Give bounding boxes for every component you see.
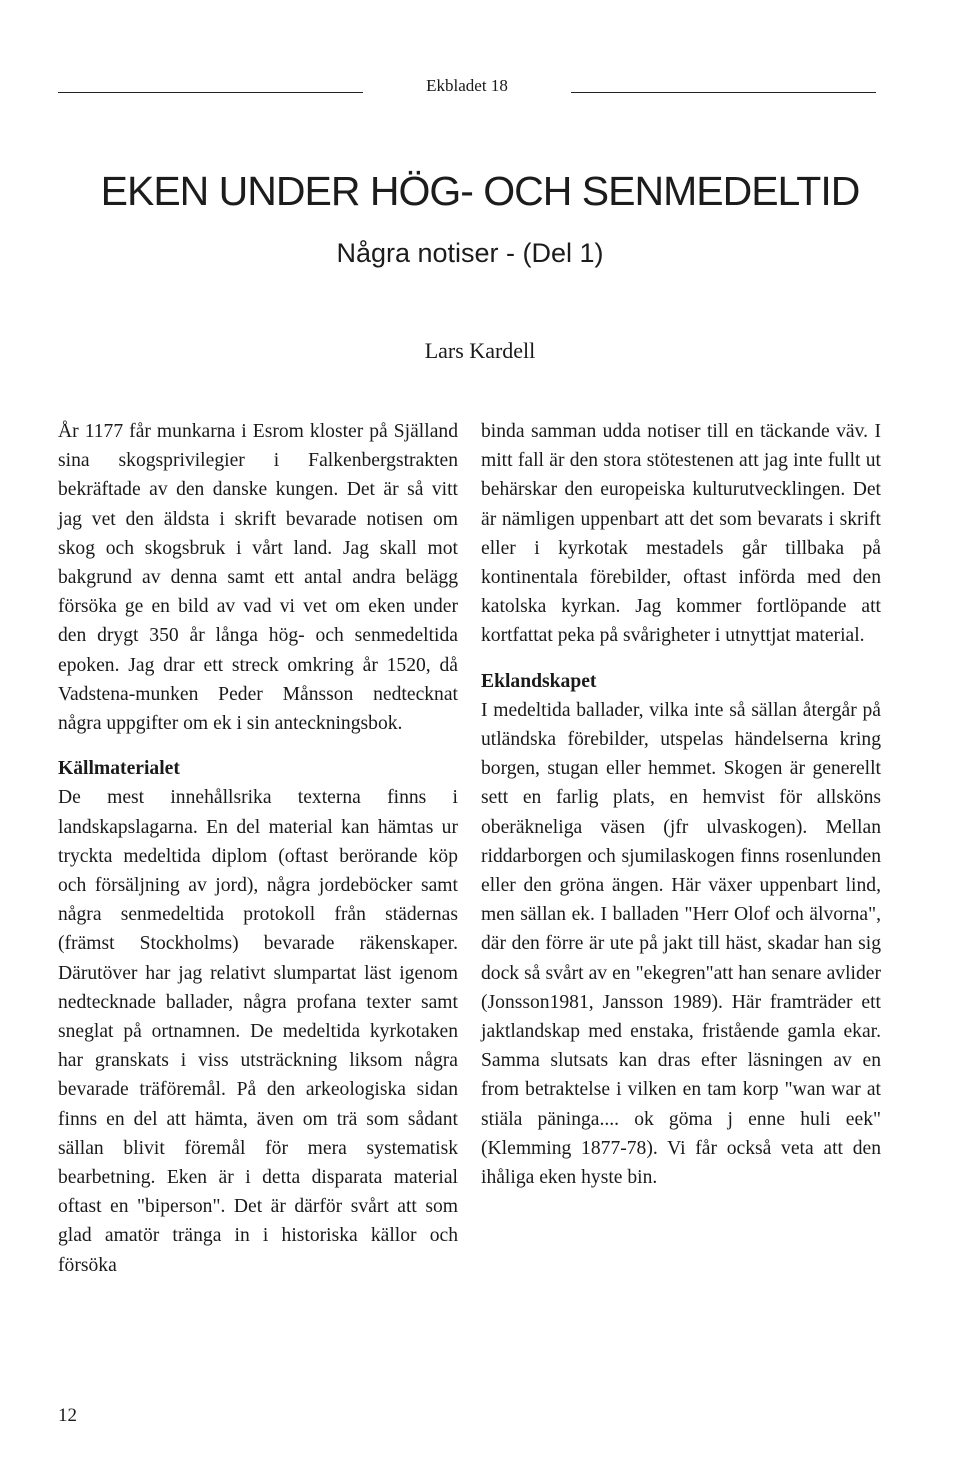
right-column xyxy=(481,417,881,1192)
article-author: Lars Kardell xyxy=(424,338,536,363)
article-title: EKEN UNDER HÖG- OCH SENMEDELTID xyxy=(100,168,860,214)
left-column xyxy=(58,417,458,1280)
eklandskapet-paragraph: I medeltida ballader, vilka inte så sällan återgår på utländska förebilder, utspelas händelserna kring borgen, stugan eller hemmet. Skogen är generellt sett en farlig plats, en hemvist för allsköns oberäkneliga väsen (jfr ulvaskogen). Mellan riddarborgen och sjumilaskogen finns rosenlunden eller den gröna ängen. Här växer uppenbart lind, men sällan ek. I balladen "Herr Olof och älvorna", där den förre är ute på jakt till häst, skadar han sig dock så svårt av en "ekegren"att han senare avlider (Jonsson1981, Jansson 1989). Här framträder ett jaktlandskap med enstaka, fristående gamla ekar. Samma slutsats kan dras efter läsningen av en from betraktelse i vilken en tam korp "wan war at stiäla päninga.... ok göma j enne huli eek" (Klemming 1877-78). Vi får också veta att den ihåliga eken hyste bin. xyxy=(481,699,881,1189)
section-heading-kallmaterialet: Källmaterialet xyxy=(58,758,180,780)
page-number: 12 xyxy=(58,1405,77,1426)
running-header xyxy=(58,76,876,104)
running-title: Ekbladet 18 xyxy=(426,76,508,95)
article-subtitle: Några notiser - (Del 1) xyxy=(336,238,604,268)
continuation-paragraph: binda samman udda notiser till en täckande väv. I mitt fall är den stora stötestenen att jag inte fullt ut behärskar den europeiska kulturutvecklingen. Det är nämligen uppenbart att det som bevarats i skrift eller i kyrkotak mestadels går tillbaka på kontinentala förebilder, oftast införda med den katolska kyrkan. Jag kommer fortlöpande att kortfattat peka på svårigheter i utnyttjat material. xyxy=(481,421,881,647)
kallmaterialet-paragraph: De mest innehållsrika texterna finns i landskapslagarna. En del material kan hämtas ur tryckta medeltida diplom (oftast berörande köp och försäljning av jord), några jordeböcker samt några senmedeltida protokoll från städernas (främst Stockholms) bevarade räkenskaper. Därutöver har jag relativt slumpartat läst igenom nedtecknade ballader, några profana texter samt sneglat på ortnamnen. De medeltida kyrkotaken har granskats i viss utsträckning liksom några bevarade träföremål. På den arkeologiska sidan finns en del att hämta, även om trä som sådant sällan blivit föremål för mera systematisk bearbetning. Eken är i detta disparata material oftast en "biperson". Det är därför svårt att som glad amatör tränga in i historiska källor och försöka xyxy=(58,787,458,1276)
section-heading-eklandskapet: Eklandskapet xyxy=(481,670,597,692)
intro-paragraph: År 1177 får munkarna i Esrom kloster på Själland sina skogsprivilegier i Falkenbergstrakten bekräftade av den danske kungen. Det är så vitt jag vet den äldsta i skrift bevarade notisen om skog och skogsbruk i vårt land. Jag skall mot bakgrund av denna samt ett antal andra belägg försöka ge en bild av vad vi vet om eken under den drygt 350 år långa hög- och senmedeltida epoken. Jag drar ett streck omkring år 1520, då Vadstena-munken Peder Månsson nedtecknat några uppgifter om ek i sin anteckningsbok. xyxy=(58,421,458,735)
header-rule-right xyxy=(571,92,876,93)
